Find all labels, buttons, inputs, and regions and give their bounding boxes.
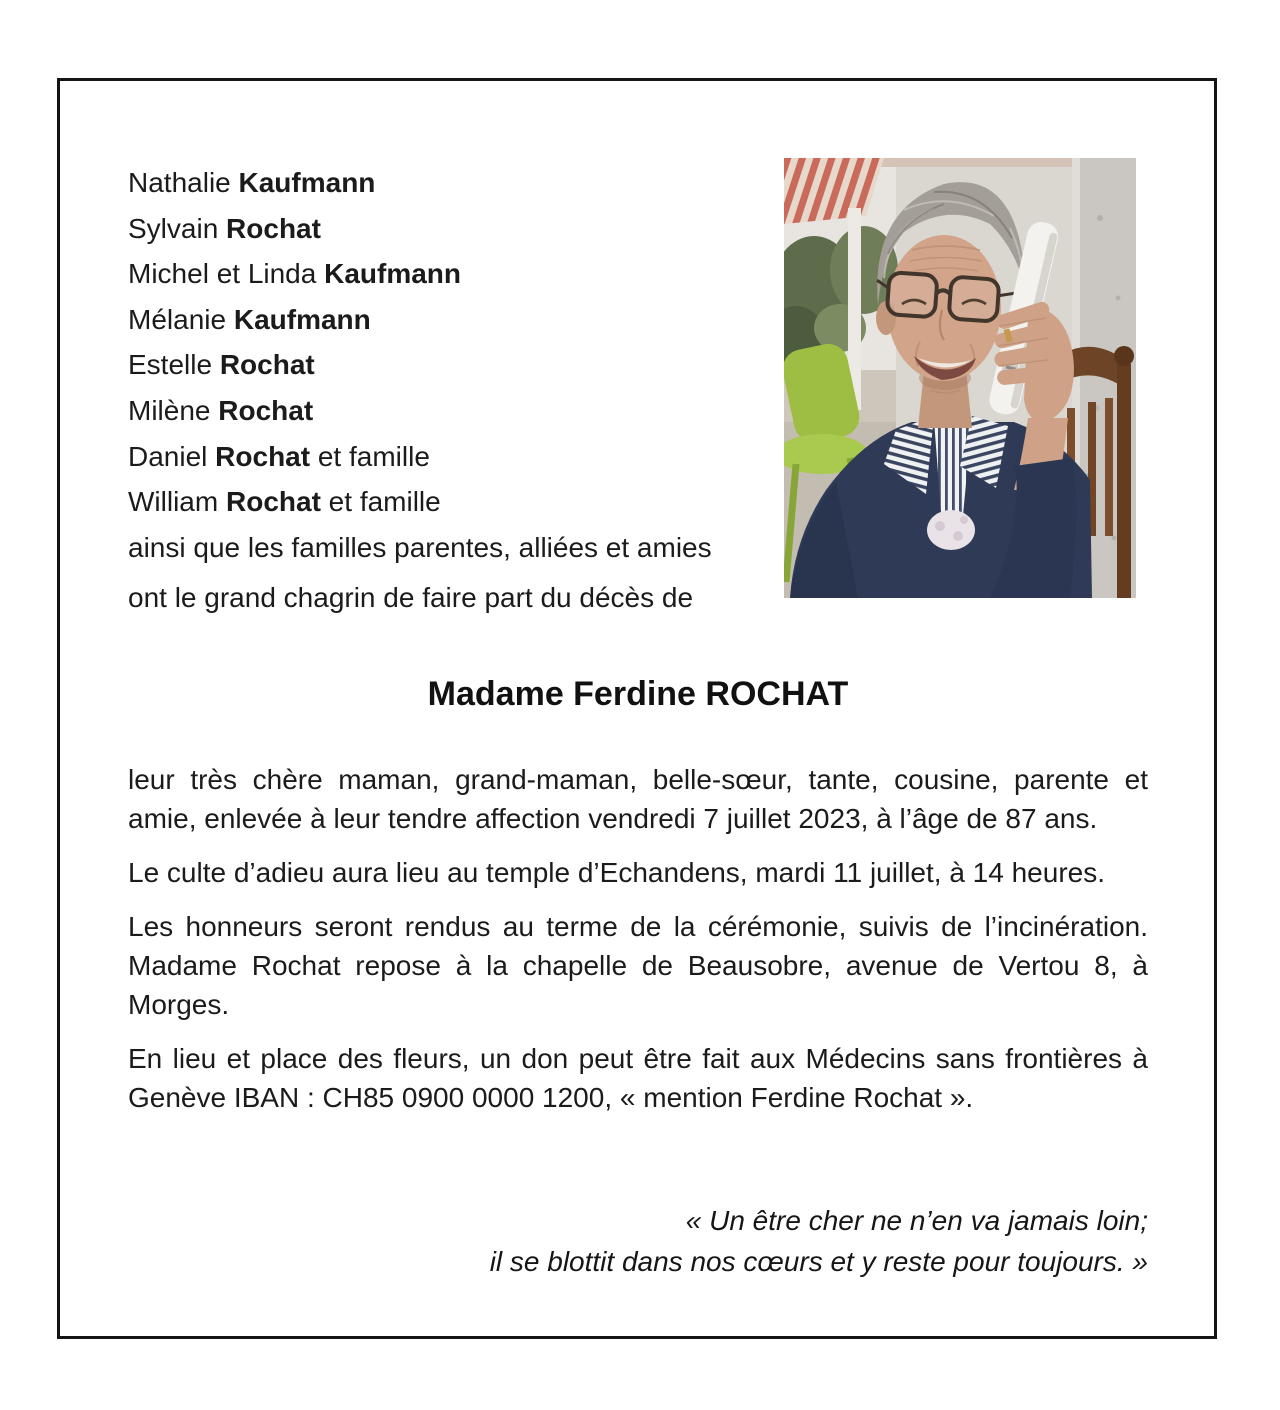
name-line: ainsi que les familles parentes, alliées et amies xyxy=(128,531,712,563)
name-line: Michel et Linda Kaufmann xyxy=(128,258,462,290)
quote-line-1: « Un être cher ne n’en va jamais loin; xyxy=(685,1205,1148,1236)
paragraph-donation: En lieu et place des fleurs, un don peut être fait aux Médecins sans frontières à Genève IBAN : CH85 0900 0000 1200, « mention Ferdine Rochat ». xyxy=(128,1043,1148,1113)
name-line: Mélanie Kaufmann xyxy=(128,303,371,335)
deceased-name-title: Madame Ferdine ROCHAT xyxy=(427,675,849,713)
name-line: Daniel Rochat et famille xyxy=(128,440,430,472)
paragraph-family: leur très chère maman, grand-maman, belle-sœur, tante, cousine, parente et amie, enlevée à leur tendre affection vendredi 7 juillet 2023, à l’âge de 87 ans. xyxy=(128,764,1148,834)
portrait-photo xyxy=(784,158,1136,598)
family-names-list xyxy=(128,160,712,570)
memorial-quote xyxy=(128,1200,1148,1282)
name-line: Sylvain Rochat xyxy=(128,212,321,244)
intro-line: ont le grand chagrin de faire part du décès de xyxy=(128,582,694,613)
paragraph-service: Le culte d’adieu aura lieu au temple d’Echandens, mardi 11 juillet, à 14 heures. xyxy=(128,857,1105,888)
lace-top xyxy=(927,510,975,550)
name-line: Milène Rochat xyxy=(128,394,314,426)
announcement-body xyxy=(128,760,1148,1132)
name-line: William Rochat et famille xyxy=(128,486,441,518)
name-line: Estelle Rochat xyxy=(128,349,315,381)
quote-line-2: il se blottit dans nos cœurs et y reste pour toujours. » xyxy=(489,1246,1148,1277)
name-line: Nathalie Kaufmann xyxy=(128,167,376,198)
paragraph-honors: Les honneurs seront rendus au terme de la cérémonie, suivis de l’incinération. Madame Rochat repose à la chapelle de Beausobre, avenue de Vertou 8, à Morges. xyxy=(128,911,1148,1020)
